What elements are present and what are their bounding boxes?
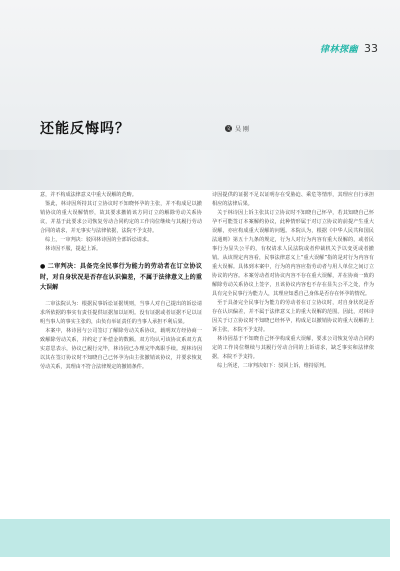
right-para-2: 关于林诗因上诉主张其订立协议时不知晓自己怀孕，若其知晓自己怀孕不可能签订本案解约协议，此种情形属于对订立协议的前提产生重大误解，亦应构成重大误解的问题。本院认为，根据《中华人民共和国民法通则》第五十九条的规定，行为人对行为内容有重大误解的，或者民事行为显失公平的，有权请求人民法院或者仲裁机关予以变更或者撤销。从该规定内容看，民事法律意义上“重大误解”指的是对行为内容有重大误解。具体到本案中，行为的内容应指劳动者与用人单位之间订立协议的内容。本案劳动者对协议内容不存在重大误解，并在协商一致的解除劳动关系协议上签字，且该协议内容也不存在显失公平之处，作为具有完全民事行为能力人，其理应知悉自己身体是否存在怀孕的情况。: [212, 210, 374, 297]
author-icon: 文: [225, 126, 231, 132]
left-para-3: 综上，一审判决：驳回林诗因的全部诉讼请求。: [45, 237, 153, 243]
bullet-icon: ●: [40, 263, 46, 270]
left-column: [40, 191, 202, 372]
left-para-4: 林诗因不服，提起上诉。: [45, 246, 102, 252]
article-title: 还能反悔吗？: [40, 121, 130, 137]
author-name: 吴 刚: [235, 126, 249, 133]
left-para-1: 意，并不构成法律意义中重大误解的范畴。: [40, 192, 137, 198]
right-para-4: 林诗因基于不知晓自己怀孕构成重大误解，要求公司恢复劳动合同约定的工作岗位继续与其履行劳动合同的上诉请求，缺乏事实和法律依据，本院不予支持。: [212, 336, 374, 360]
right-para-5: 综上所述，二审判决如下：驳回上诉，维持原判。: [217, 363, 330, 369]
page-header: [320, 42, 378, 55]
footer-color-bar: [0, 519, 390, 557]
subheading-text: 二审判决：具备完全民事行为能力的劳动者在订立协议时，对自身状况是否存在认识偏差，不属于法律意义上的重大误解: [40, 263, 202, 291]
header-background: [0, 0, 400, 190]
page-number: 33: [364, 42, 378, 55]
right-para-1: 诗因提供的证据不足以证明存在受胁迫、乘危等情形，其理应自行承担相应的法律后果。: [212, 192, 374, 207]
section-subheading: [40, 262, 202, 294]
column-tag: 律林探幽: [319, 45, 358, 55]
header-band: [0, 150, 400, 190]
right-column: [212, 191, 374, 371]
left-para-5: 二审法院认为：根据民事诉讼证据规则，当事人对自己提出的诉讼请求所依据的事实有责任提供证据加以证明。没有证据或者证据不足以证明当事人的事实主张的，由负有举证责任的当事人承担不利后果。: [40, 300, 202, 325]
author-byline: [225, 124, 249, 133]
left-para-2: 鉴此，林诗因所持其订立协议时不知晓怀孕的主张，并不构成足以撤销协议的重大误解情形，故其要求撤销该方同订立的解除劳动关系协议，并基于此要求公司恢复劳动合同约定的工作岗位继续与其履行劳动合同的请求，并无事实与法律依据，法院不予支持。: [40, 201, 202, 234]
left-para-6: 本案中，林诗因与公司签订了解除劳动关系协议，载明双方经协商一致解除劳动关系，并约定了补偿金的数额。双方均认可该协议系双方真实意思表示，协议已履行完毕，林诗因已办理完毕离职手续。现林诗因以其在签订协议时不知晓自己已怀孕为由主张撤销该协议，并要求恢复劳动关系，其理由不符合法律规定的撤销条件。: [40, 327, 202, 370]
right-para-3: 至于具备完全民事行为能力的劳动者在订立协议时，对自身状况是否存在认识偏差，并不属于法律意义上的重大误解的范围。因此，对林诗因关于订立协议时不知晓已经怀孕，构成足以撤销协议的重大误解的上诉主张，本院不予支持。: [212, 300, 374, 333]
